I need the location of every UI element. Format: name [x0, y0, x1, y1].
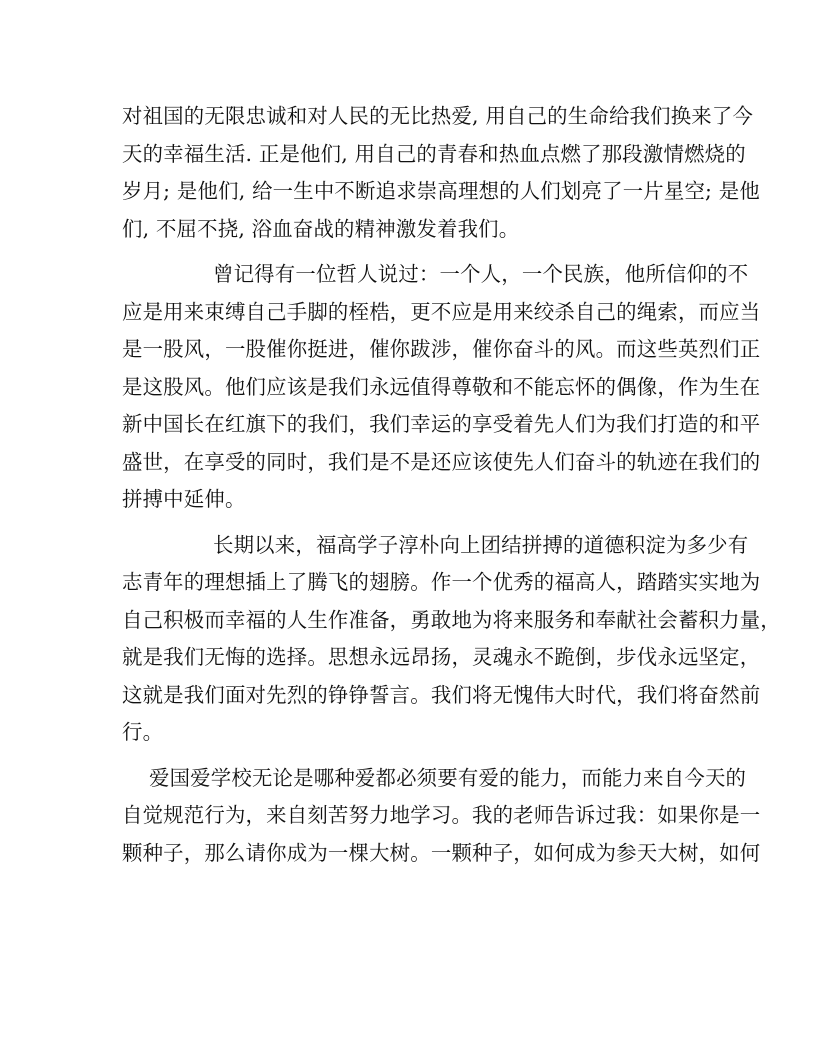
text-line: 志青年的理想插上了腾飞的翅膀。作一个优秀的福高人，踏踏实实地为	[122, 570, 761, 594]
text-line: 自己积极而幸福的人生作准备，勇敢地为将来服务和奉献社会蓄积力量，	[122, 607, 781, 632]
text-line: 长期以来，福高学子淳朴向上团结拼搏的道德积淀为多少有	[213, 532, 749, 557]
paragraph-2	[122, 256, 761, 519]
text-line: 曾记得有一位哲人说过：一个人，一个民族，他所信仰的不	[213, 262, 749, 286]
text-line: 行。	[122, 720, 164, 744]
text-line: 是这股风。他们应该是我们永远值得尊敬和不能忘怀的偶像，作为生在	[122, 374, 761, 399]
text-line: 岁月; 是他们, 给一生中不断追求崇高理想的人们划亮了一片星空; 是他	[122, 179, 760, 203]
document-body	[122, 98, 781, 872]
text-line: 应是用来束缚自己手脚的桎梏，更不应是用来绞杀自己的绳索，而应当	[122, 299, 761, 324]
text-line: 对祖国的无限忠诚和对人民的无比热爱, 用自己的生命给我们换来了今	[122, 104, 754, 128]
text-line: 天的幸福生活. 正是他们, 用自己的青春和热血点燃了那段激情燃烧的	[122, 141, 746, 166]
text-line: 们, 不屈不挠, 浴血奋战的精神激发着我们。	[122, 216, 520, 241]
text-line: 这就是我们面对先烈的铮铮誓言。我们将无愧伟大时代，我们将奋然前	[122, 682, 761, 707]
text-line: 新中国长在红旗下的我们，我们幸运的享受着先人们为我们打造的和平	[122, 412, 761, 436]
paragraph-4	[122, 760, 761, 873]
paragraph-1	[122, 98, 760, 248]
text-line: 拼搏中延伸。	[122, 487, 246, 511]
text-line: 就是我们无悔的选择。思想永远昂扬，灵魂永不跪倒，步伐永远坚定，	[122, 645, 761, 669]
paragraph-3	[122, 527, 781, 752]
text-line: 自觉规范行为，来自刻苦努力地学习。我的老师告诉过我：如果你是一	[122, 803, 761, 827]
text-line: 爱国爱学校无论是哪种爱都必须要有爱的能力，而能力来自今天的	[149, 765, 747, 790]
text-line: 盛世，在享受的同时，我们是不是还应该使先人们奋斗的轨迹在我们的	[122, 449, 761, 474]
text-line: 颗种子，那么请你成为一棵大树。一颗种子，如何成为参天大树，如何	[122, 840, 761, 865]
text-line: 是一股风，一股催你挺进，催你跋涉，催你奋斗的风。而这些英烈们正	[122, 337, 761, 361]
